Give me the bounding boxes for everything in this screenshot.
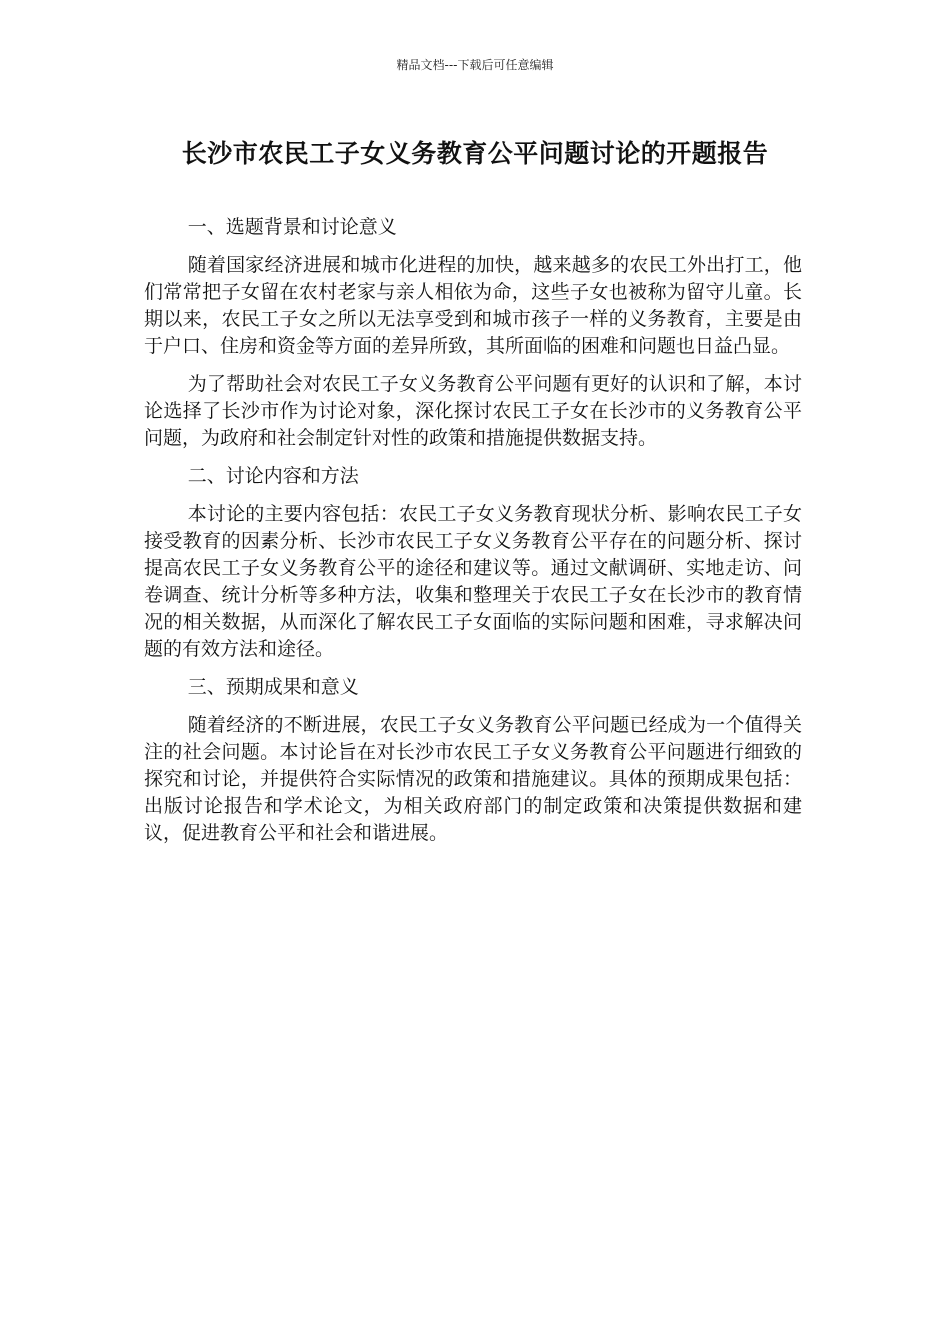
document-body <box>144 214 802 858</box>
paragraph-background-1: 随着国家经济进展和城市化进程的加快，越来越多的农民工外出打工，他们常常把子女留在农村老家与亲人相依为命，这些子女也被称为留守儿童。长期以来，农民工子女之所以无法享受到和城市孩子一样的义务教育，主要是由于户口、住房和资金等方面的差异所致，其所面临的困难和问题也日益凸显。 <box>144 254 802 357</box>
section-heading-content-methods: 二、讨论内容和方法 <box>187 465 359 487</box>
paragraph-content-methods: 本讨论的主要内容包括：农民工子女义务教育现状分析、影响农民工子女接受教育的因素分析、长沙市农民工子女义务教育公平存在的问题分析、探讨提高农民工子女义务教育公平的途径和建议等。通过文献调研、实地走访、问卷调查、统计分析等多种方法，收集和整理关于农民工子女在长沙市的教育情况的相关数据，从而深化了解农民工子女面临的实际问题和困难，寻求解决问题的有效方法和途径。 <box>144 503 802 660</box>
paragraph-background-2: 为了帮助社会对农民工子女义务教育公平问题有更好的认识和了解，本讨论选择了长沙市作为讨论对象，深化探讨农民工子女在长沙市的义务教育公平问题，为政府和社会制定针对性的政策和措施提供数据支持。 <box>144 373 802 449</box>
section-heading-expected-results: 三、预期成果和意义 <box>187 676 359 698</box>
header-note: 精品文档---下载后可任意编辑 <box>396 58 554 72</box>
document-title: 长沙市农民工子女义务教育公平问题讨论的开题报告 <box>181 139 769 168</box>
section-heading-background: 一、选题背景和讨论意义 <box>187 216 397 238</box>
paragraph-expected-results: 随着经济的不断进展，农民工子女义务教育公平问题已经成为一个值得关注的社会问题。本讨论旨在对长沙市农民工子女义务教育公平问题进行细致的探究和讨论，并提供符合实际情况的政策和措施建议。具体的预期成果包括：出版讨论报告和学术论文，为相关政府部门的制定政策和决策提供数据和建议，促进教育公平和社会和谐进展。 <box>144 714 802 844</box>
